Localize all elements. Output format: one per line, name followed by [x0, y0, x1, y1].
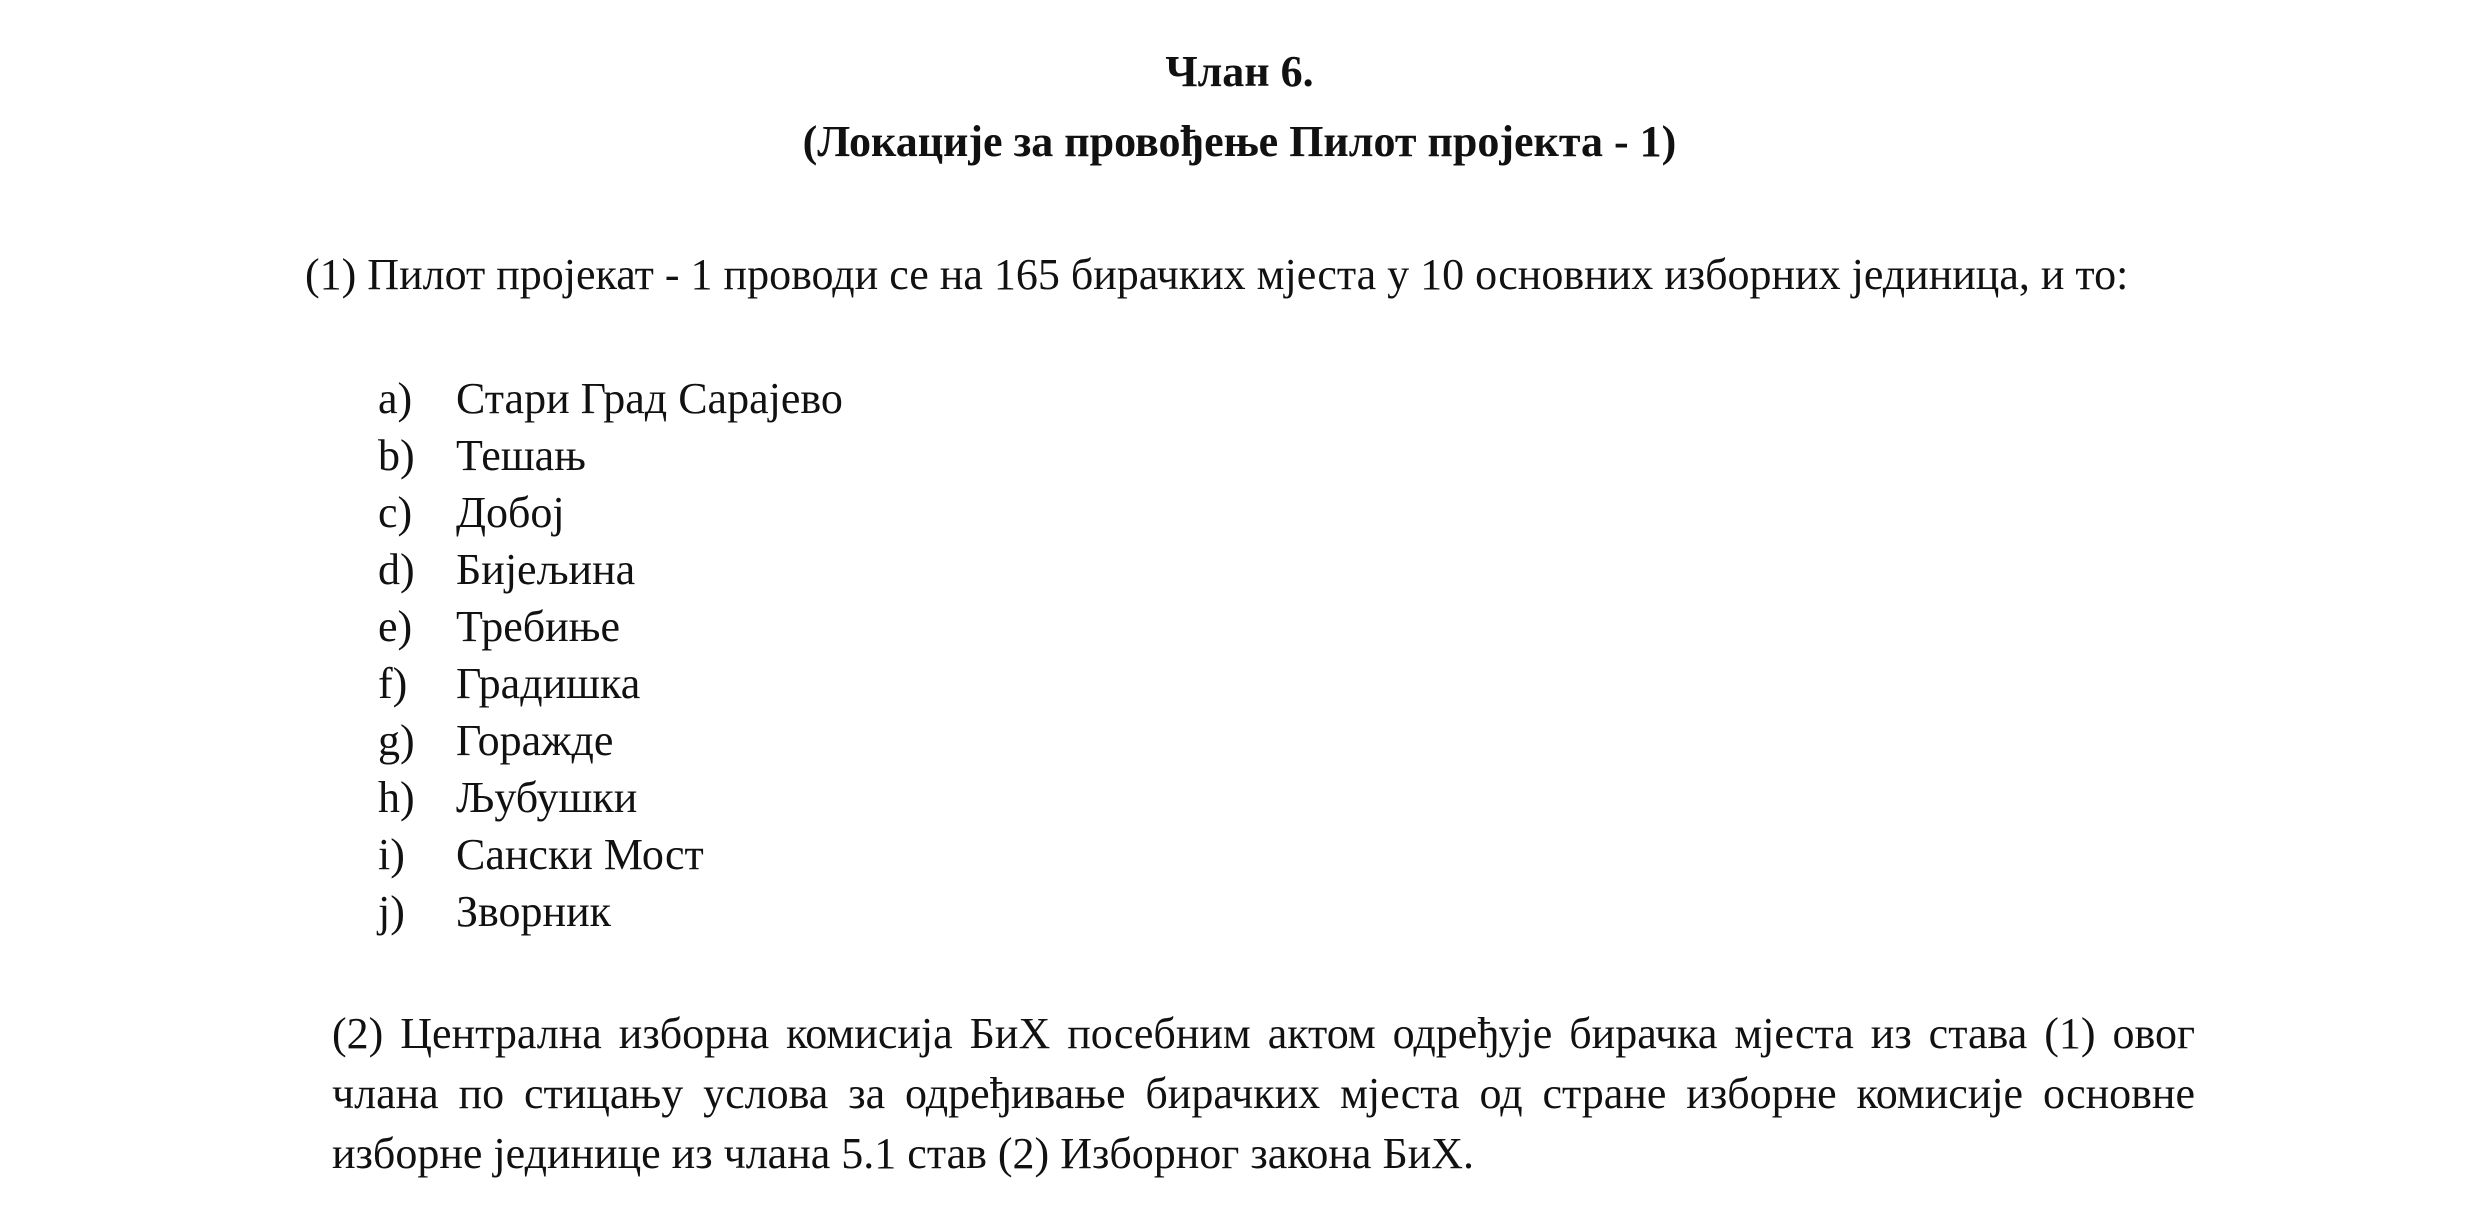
article-title: (Локације за провођење Пилот пројекта - 1)	[802, 117, 1677, 166]
list-item	[378, 826, 843, 883]
list-item	[378, 541, 843, 598]
list-item-text: Тешањ	[456, 431, 586, 480]
list-item	[378, 484, 843, 541]
list-item	[378, 598, 843, 655]
list-marker: c)	[378, 488, 413, 537]
list-marker: j)	[378, 887, 405, 936]
article-number: Члан 6.	[1165, 47, 1314, 96]
list-marker: h)	[378, 773, 415, 822]
list-item-text: Љубушки	[456, 773, 638, 822]
list-marker: f)	[378, 659, 408, 708]
list-item-text: Стари Град Сарајево	[456, 374, 843, 423]
list-marker: a)	[378, 374, 413, 423]
list-item	[378, 883, 843, 940]
municipality-list	[378, 370, 843, 940]
list-marker: i)	[378, 830, 405, 879]
list-marker: g)	[378, 716, 415, 765]
list-item	[378, 427, 843, 484]
list-item	[378, 712, 843, 769]
list-item	[378, 655, 843, 712]
list-item-text: Градишка	[456, 659, 641, 708]
list-item	[378, 769, 843, 826]
list-item-text: Требиње	[456, 602, 621, 651]
list-item	[378, 370, 843, 427]
paragraph-2: (2) Централна изборна комисија БиХ посебним актом одређује бирачка мјеста из става (1) овог члана по стицању услова за одређивање бирачких мјеста од стране изборне комисије основне изборне јединице из члана 5.1 став (2) Изборног закона БиХ.	[332, 1009, 2195, 1178]
list-item-text: Бијељина	[456, 545, 636, 594]
list-item-text: Зворник	[456, 887, 611, 936]
list-item-text: Добој	[456, 488, 565, 537]
list-marker: d)	[378, 545, 415, 594]
list-marker: e)	[378, 602, 413, 651]
list-item-text: Сански Мост	[456, 830, 704, 879]
list-item-text: Горажде	[456, 716, 614, 765]
paragraph-1: (1) Пилот пројекат - 1 проводи се на 165 бирачких мјеста у 10 основних изборних јединица, и то:	[305, 250, 2129, 299]
list-marker: b)	[378, 431, 415, 480]
